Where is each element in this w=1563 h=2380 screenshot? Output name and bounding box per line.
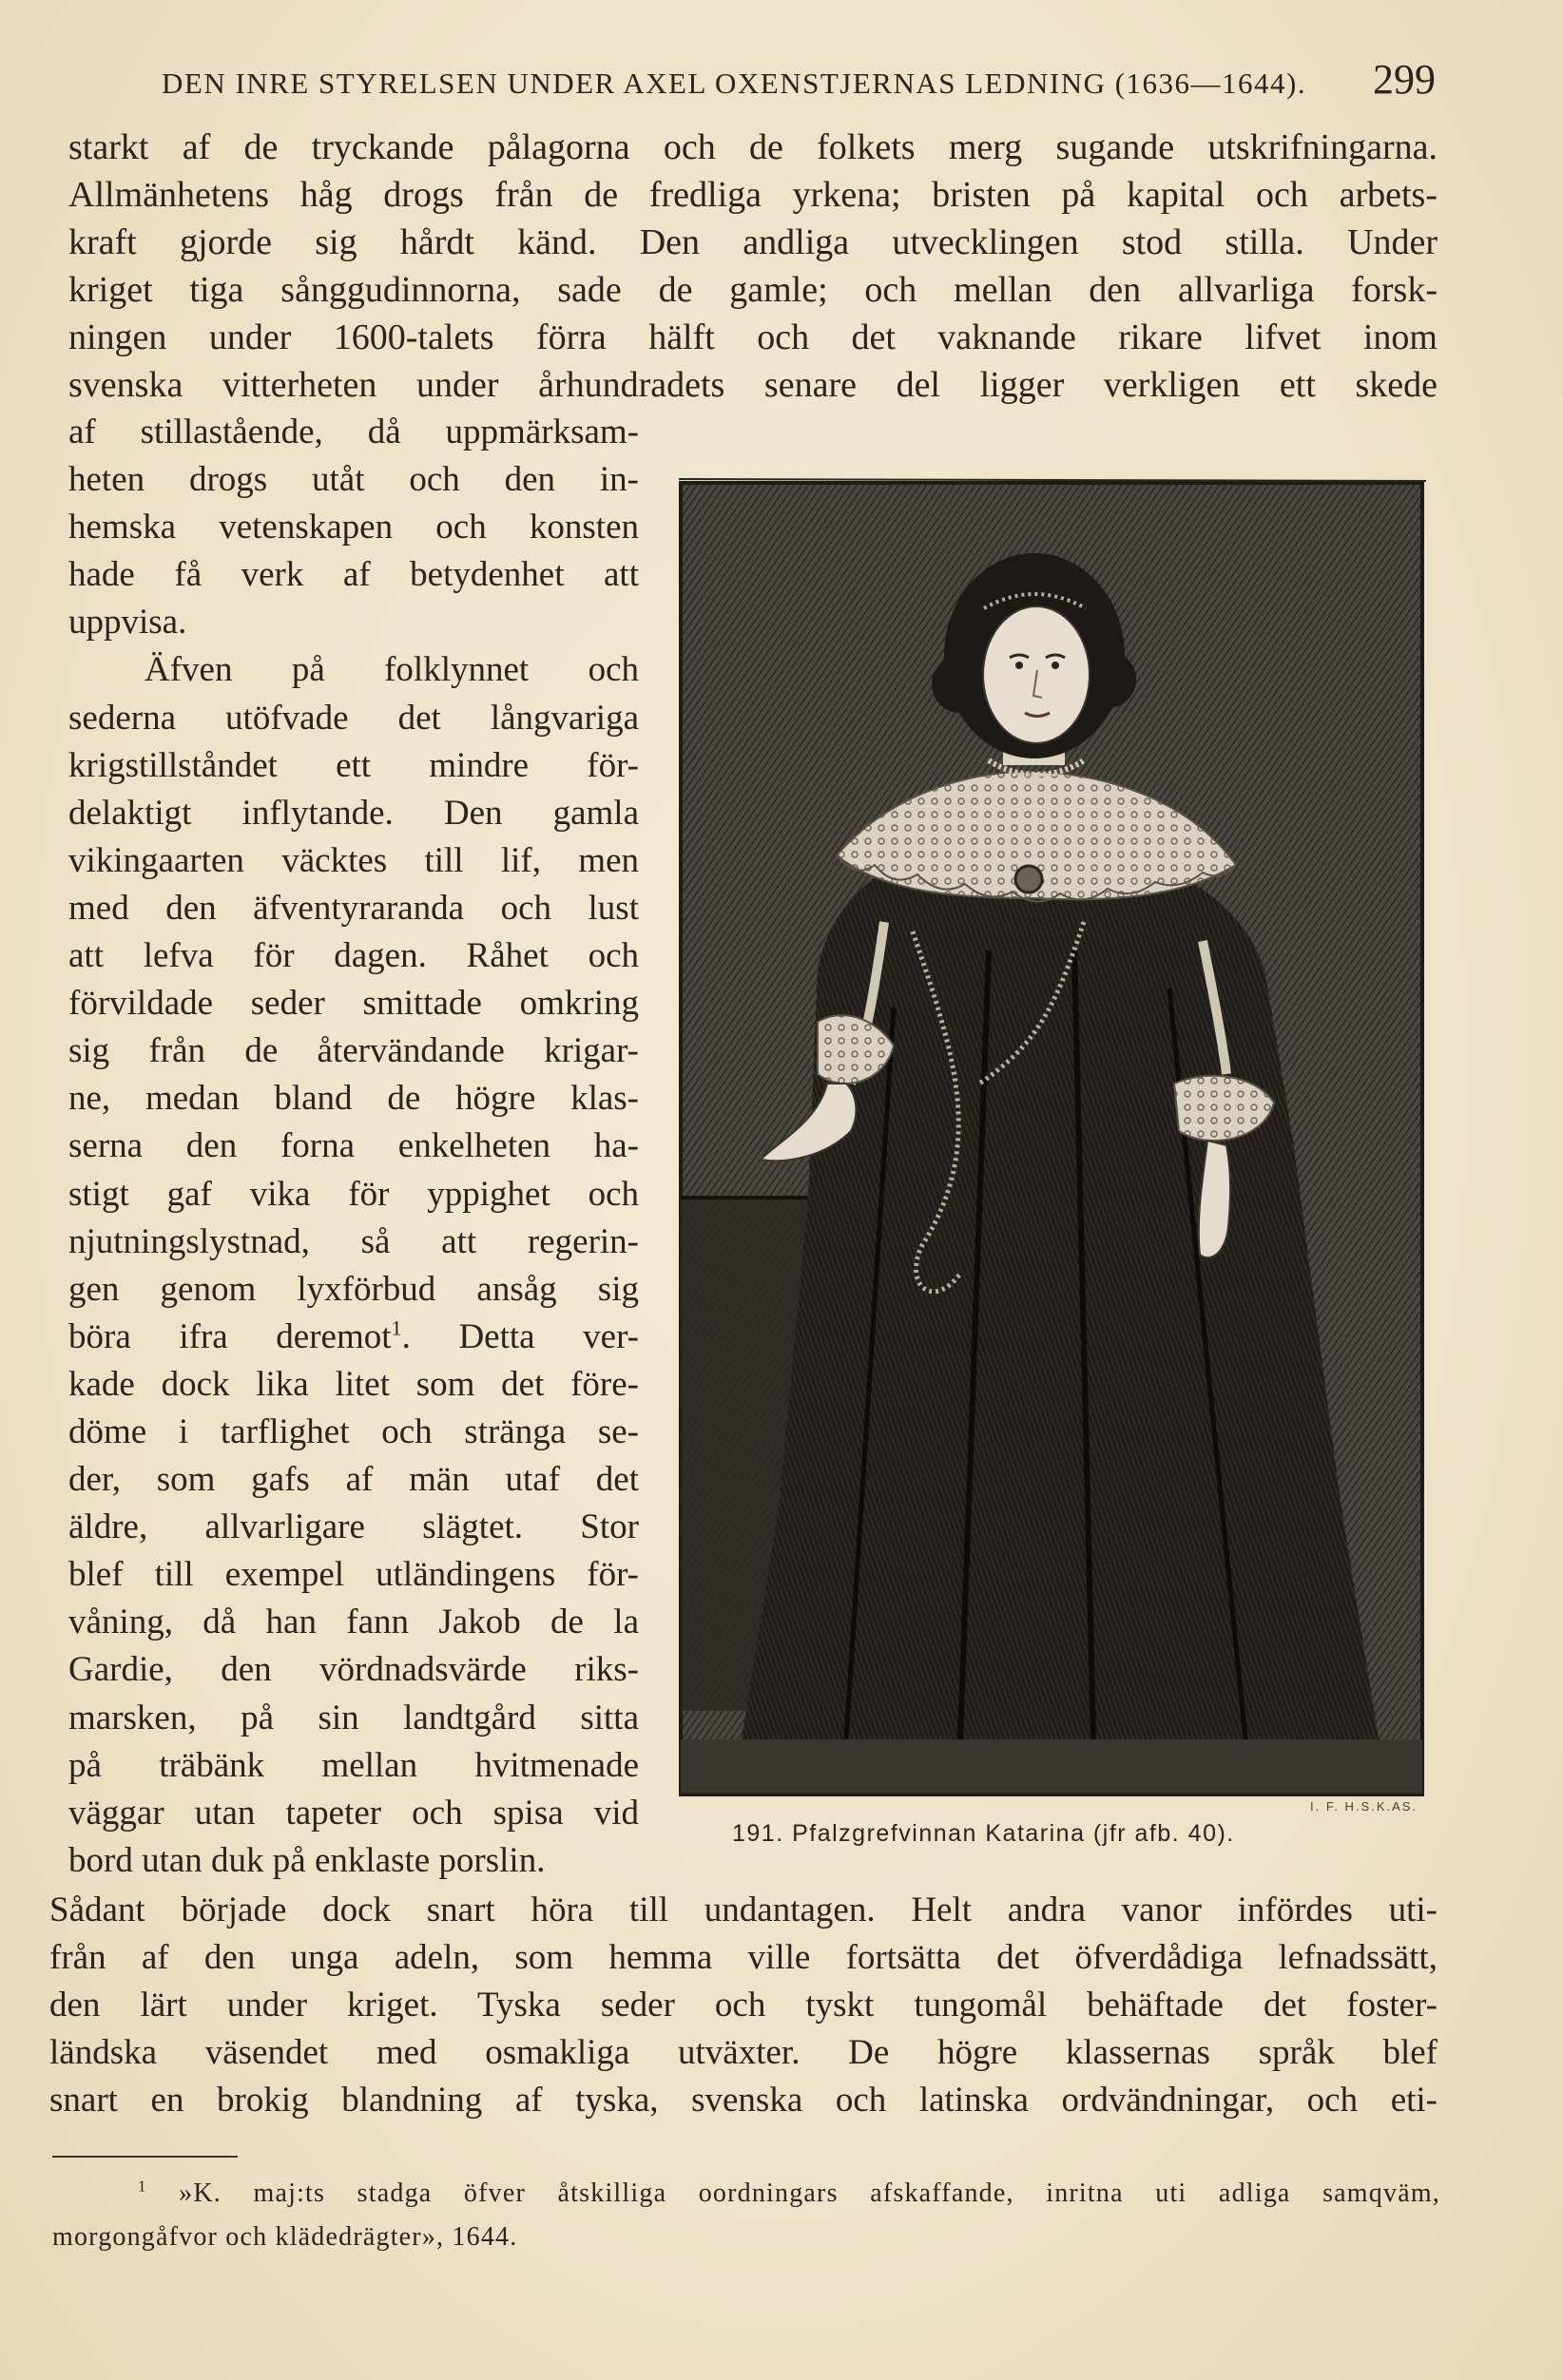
text-line: på träbänk mellan hvitmenade — [68, 1745, 639, 1785]
text-line: starkt af de tryckande pålagorna och de folkets merg sugande utskrifningarna. — [68, 127, 1438, 167]
portrait-engraving — [675, 475, 1431, 1801]
text-line: stigt gaf vika för yppighet och — [68, 1174, 639, 1214]
text-line: heten drogs utåt och den in- — [68, 460, 639, 500]
footnote-marker: 1 — [138, 2177, 147, 2196]
text-line: ne, medan bland de högre klas- — [68, 1079, 639, 1119]
text-line: sig från de återvändande krigar- — [68, 1031, 639, 1071]
text-line-with-footnote — [68, 1314, 639, 1361]
text-line: krigstillståndet ett mindre för- — [68, 745, 639, 785]
text-line: Gardie, den vördnadsvärde riks- — [68, 1650, 639, 1690]
running-head-title: DEN INRE STYRELSEN UNDER AXEL OXENSTJERNAS LEDNING (1636—1644). — [162, 67, 1307, 100]
text-line: förvildade seder smittade omkring — [68, 984, 639, 1024]
footnote-text: »K. maj:ts stadga öfver åtskilliga oordningars afskaffande, inritna uti adliga samqväm, — [179, 2178, 1440, 2208]
text-line: våning, då han fann Jakob de la — [68, 1603, 639, 1642]
figure-caption: 191. Pfalzgrefvinnan Katarina (jfr afb. 40). — [732, 1820, 1235, 1847]
text-line: från af den unga adeln, som hemma ville fortsätta det öfverdådiga lefnadssätt, — [49, 1938, 1438, 1978]
running-head — [162, 55, 1436, 112]
text-line: Äfven på folklynnet och — [145, 650, 639, 690]
text-line: hemska vetenskapen och konsten — [68, 508, 639, 547]
text-fragment: . Detta ver- — [401, 1316, 639, 1356]
text-line: den lärt under kriget. Tyska seder och tyskt tungomål behäftade det foster- — [49, 1986, 1438, 2025]
text-line: gen genom lyxförbud ansåg sig — [68, 1269, 639, 1309]
continuation-paragraph — [49, 1887, 1438, 2124]
page-number: 299 — [1373, 56, 1436, 103]
narrow-column-text — [68, 409, 639, 1885]
text-line: äldre, allvarligare slägtet. Stor — [68, 1507, 639, 1547]
footnote-line — [52, 2172, 1440, 2216]
text-line: snart en brokig blandning af tyska, svenska och latinska ordvändningar, och eti- — [49, 2081, 1438, 2121]
text-line: svenska vitterheten under århundradets senare del ligger verkligen ett skede — [68, 365, 1438, 406]
text-line: hade få verk af betydenhet att — [68, 555, 639, 595]
text-line: marsken, på sin landtgård sitta — [68, 1698, 639, 1737]
full-width-paragraph — [68, 124, 1438, 410]
text-line: väggar utan tapeter och spisa vid — [68, 1793, 639, 1833]
text-line: delaktigt inflytande. Den gamla — [68, 793, 639, 833]
text-line: der, som gafs af män utaf det — [68, 1460, 639, 1500]
text-line: att lefva för dagen. Råhet och — [68, 936, 639, 976]
text-line: Sådant började dock snart höra till undantagen. Helt andra vanor infördes uti- — [49, 1891, 1438, 1929]
text-line: serna den forna enkelheten ha- — [68, 1126, 639, 1166]
text-line: kade dock lika litet som det före- — [68, 1364, 639, 1404]
text-line: ningen under 1600-talets förra hälft och det vaknande rikare lifvet inom — [68, 317, 1438, 358]
text-line: kraft gjorde sig hårdt känd. Den andliga utvecklingen stod stilla. Under — [68, 222, 1438, 263]
text-line: Allmänhetens håg drogs från de fredliga yrkena; bristen på kapital och arbets- — [68, 175, 1438, 216]
text-line: njutningslystnad, så att regerin- — [68, 1221, 639, 1261]
text-line: döme i tarflighet och stränga se- — [68, 1411, 639, 1451]
text-line: blef till exempel utländingens för- — [68, 1555, 639, 1595]
text-line: vikingaarten väcktes till lif, men — [68, 840, 639, 880]
footnote-reference[interactable]: 1 — [391, 1315, 402, 1340]
text-line: uppvisa. — [68, 603, 187, 643]
text-line: af stillastående, då uppmärksam- — [68, 413, 639, 451]
footnote — [52, 2172, 1440, 2259]
text-line: kriget tiga sånggudinnorna, sade de gamle; och mellan den allvarliga forsk- — [68, 270, 1438, 311]
text-line: sederna utöfvade det långvariga — [68, 698, 639, 738]
portrait-illustration — [675, 475, 1431, 1801]
footnote-divider — [52, 2156, 238, 2158]
text-fragment: böra ifra deremot — [68, 1316, 392, 1356]
text-line: ländska väsendet med osmakliga utväxter. De högre klassernas språk blef — [49, 2033, 1438, 2073]
text-line: bord utan duk på enklaste porslin. — [68, 1840, 546, 1880]
text-line: med den äfventyraranda och lust — [68, 888, 639, 928]
engraver-signature: I. F. H.S.K.AS. — [1310, 1799, 1418, 1814]
footnote-line: morgongåfvor och klädedrägter», 1644. — [52, 2222, 518, 2252]
